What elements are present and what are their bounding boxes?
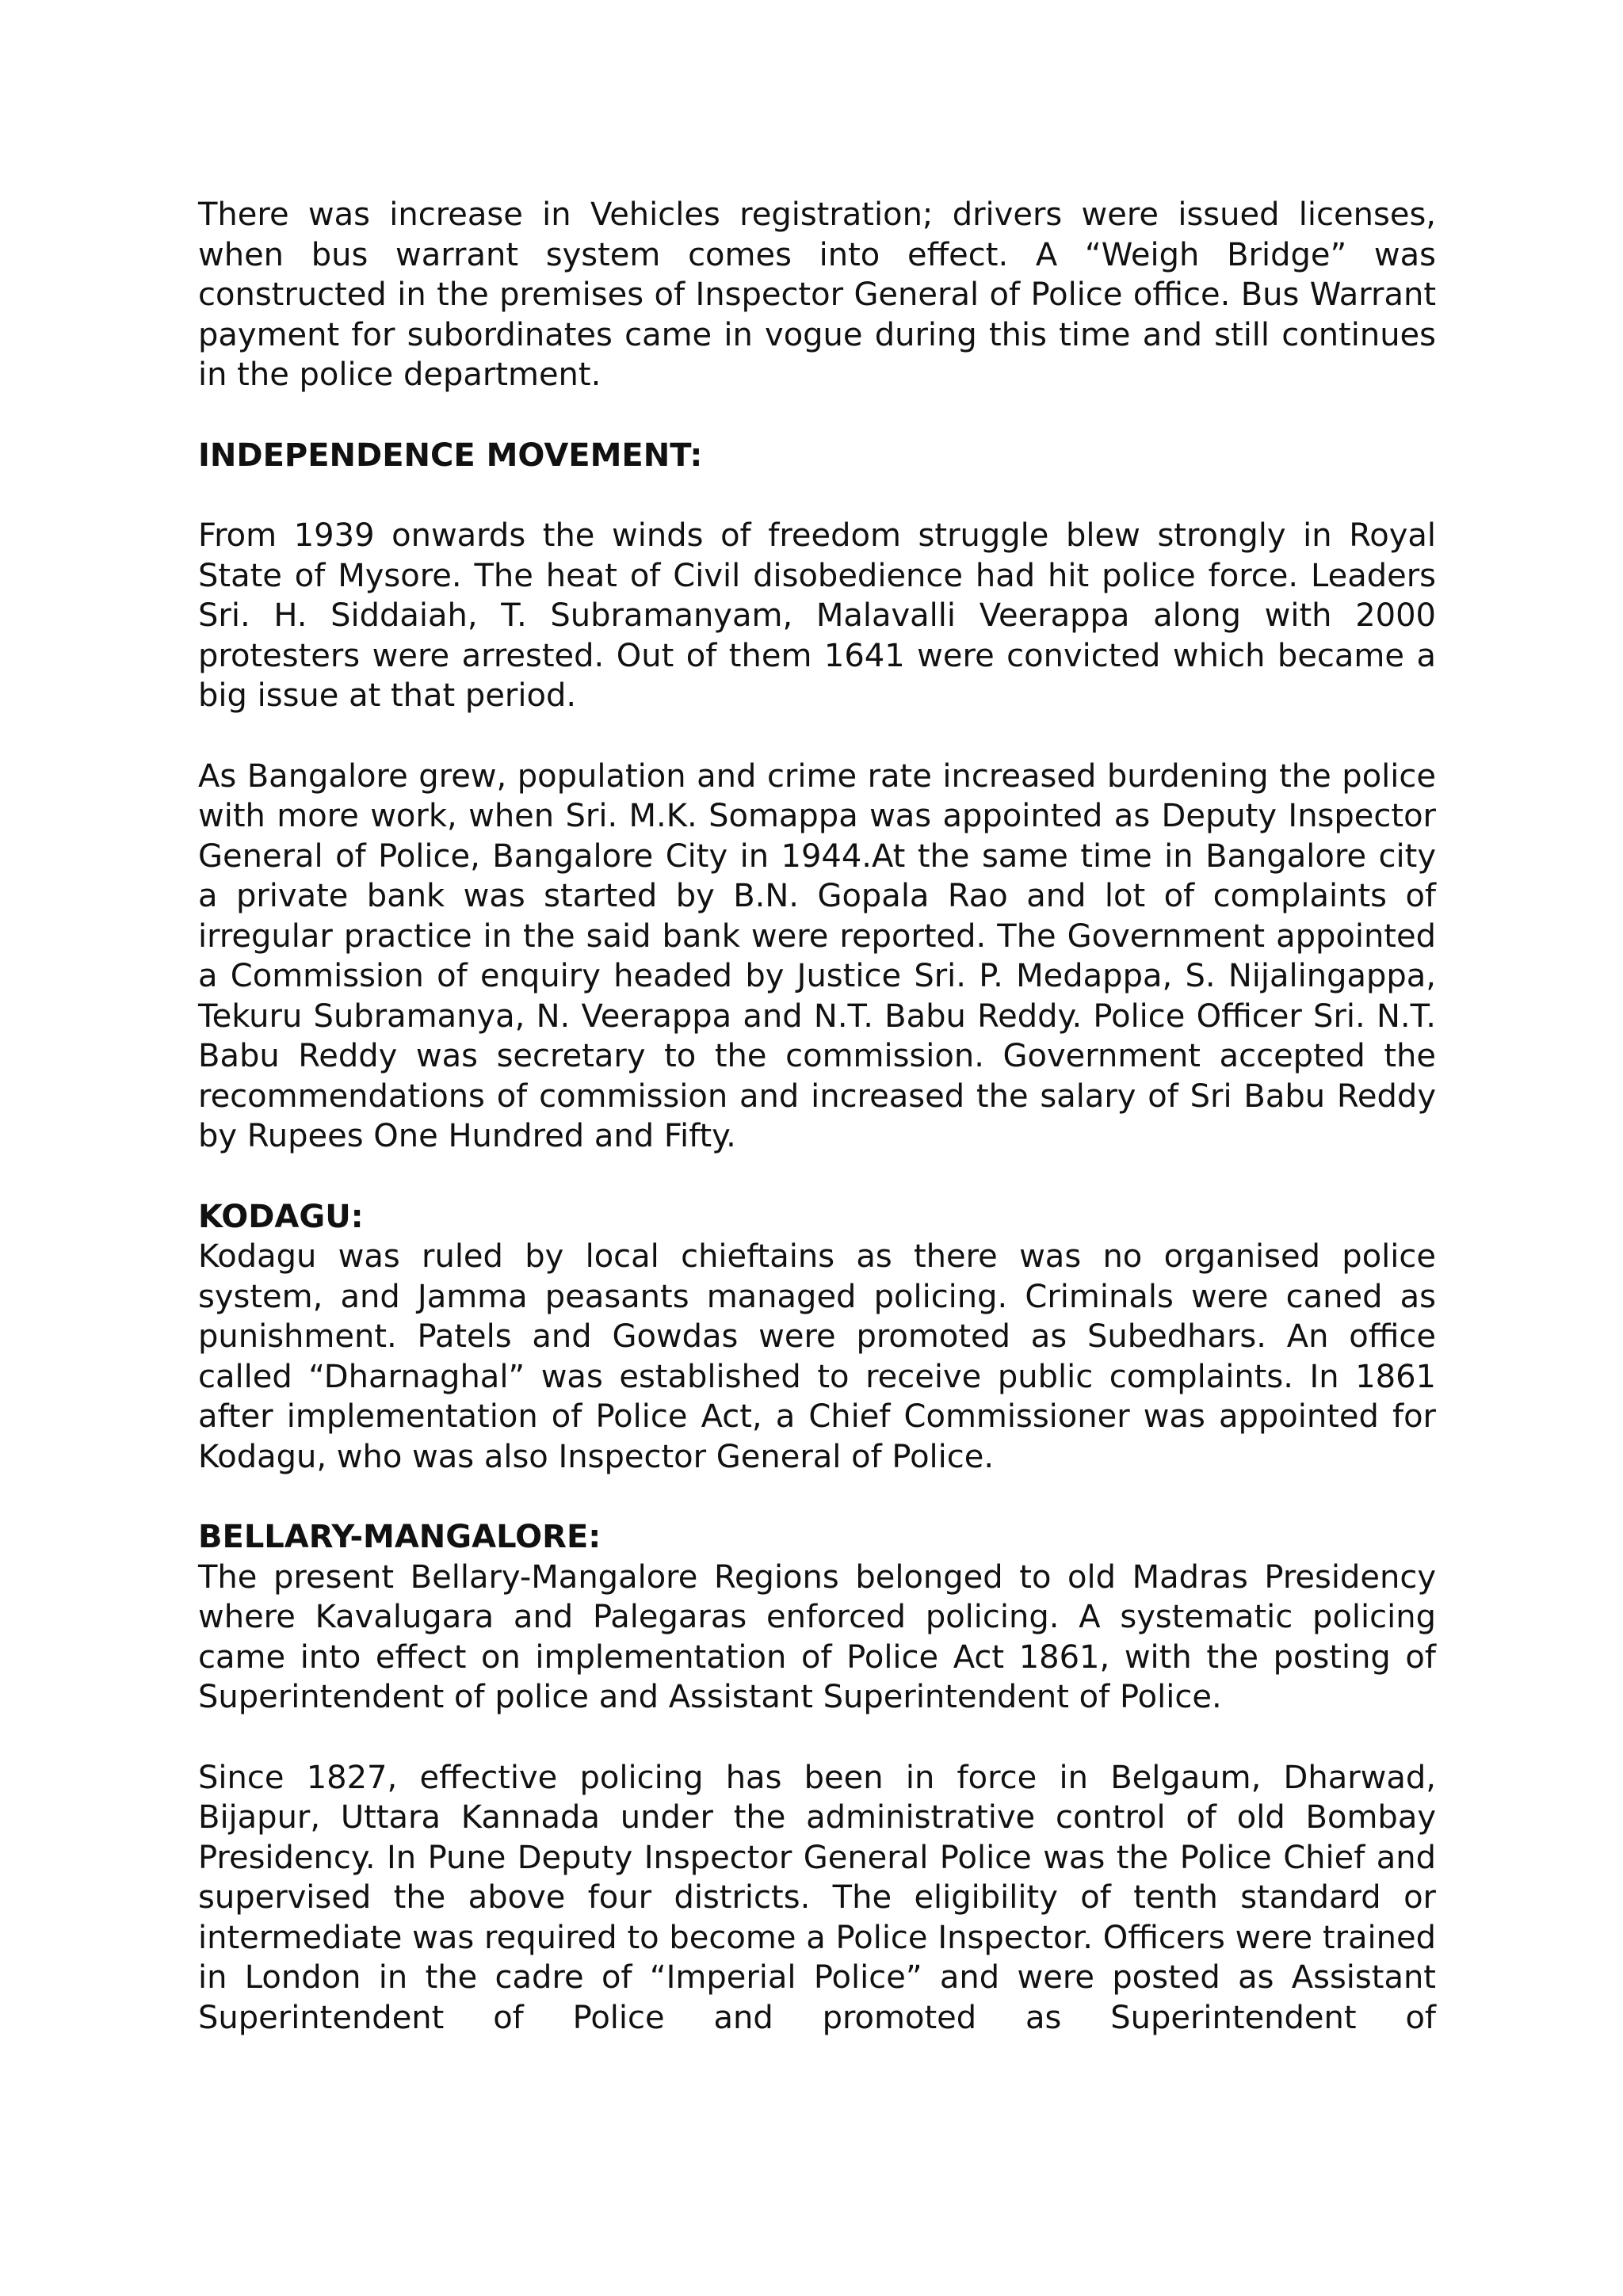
bellary-paragraph-2: Since 1827, effective policing has been in force in Belgaum, Dharwad, Bijapur, Uttara Kannada under the administrative control of old Bombay Presidency. In Pune Deputy Inspector General Police was the Police Chief and supervised the above four districts. The eligibility of tenth standard or intermediate was required to become a Police Inspector. Officers were trained in London in the cadre of “Imperial Police” and were posted as Assistant Superintendent of Police and promoted as Superintendent of [198, 1759, 1436, 2036]
intro-paragraph: There was increase in Vehicles registration; drivers were issued licenses, when bus warrant system comes into effect. A “Weigh Bridge” was constructed in the premises of Inspector General of Police office. Bus Warrant payment for subordinates came in vogue during this time and still continues in the police department. [198, 196, 1436, 393]
independence-heading: INDEPENDENCE MOVEMENT: [198, 437, 703, 474]
bellary-paragraph-1: The present Bellary-Mangalore Regions belonged to old Madras Presidency where Kavalugara and Palegaras enforced policing. A systematic policing came into effect on implementation of Police Act 1861, with the posting of Superintendent of police and Assistant Superintendent of Police. [198, 1558, 1436, 1715]
bellary-mangalore-heading: BELLARY-MANGALORE: [198, 1519, 601, 1555]
kodagu-heading: KODAGU: [198, 1198, 364, 1235]
independence-paragraph-2: As Bangalore grew, population and crime rate increased burdening the police with more work, when Sri. M.K. Somappa was appointed as Deputy Inspector General of Police, Bangalore City in 1944.At the same time in Bangalore city a private bank was started by B.N. Gopala Rao and lot of complaints of irregular practice in the said bank were reported. The Government appointed a Commission of enquiry headed by Justice Sri. P. Medappa, S. Nijalingappa, Tekuru Subramanya, N. Veerappa and N.T. Babu Reddy. Police Officer Sri. N.T. Babu Reddy was secretary to the commission. Government accepted the recommendations of commission and increased the salary of Sri Babu Reddy by Rupees One Hundred and Fifty. [198, 757, 1436, 1154]
kodagu-paragraph: Kodagu was ruled by local chieftains as there was no organised police system, and Jamma peasants managed policing. Criminals were caned as punishment. Patels and Gowdas were promoted as Subedhars. An office called “Dharnaghal” was established to receive public complaints. In 1861 after implementation of Police Act, a Chief Commissioner was appointed for Kodagu, who was also Inspector General of Police. [198, 1238, 1436, 1475]
document-page [198, 195, 1436, 2038]
independence-paragraph-1: From 1939 onwards the winds of freedom struggle blew strongly in Royal State of Mysore. The heat of Civil disobedience had hit police force. Leaders Sri. H. Siddaiah, T. Subramanyam, Malavalli Veerappa along with 2000 protesters were arrested. Out of them 1641 were convicted which became a big issue at that period. [198, 517, 1436, 714]
